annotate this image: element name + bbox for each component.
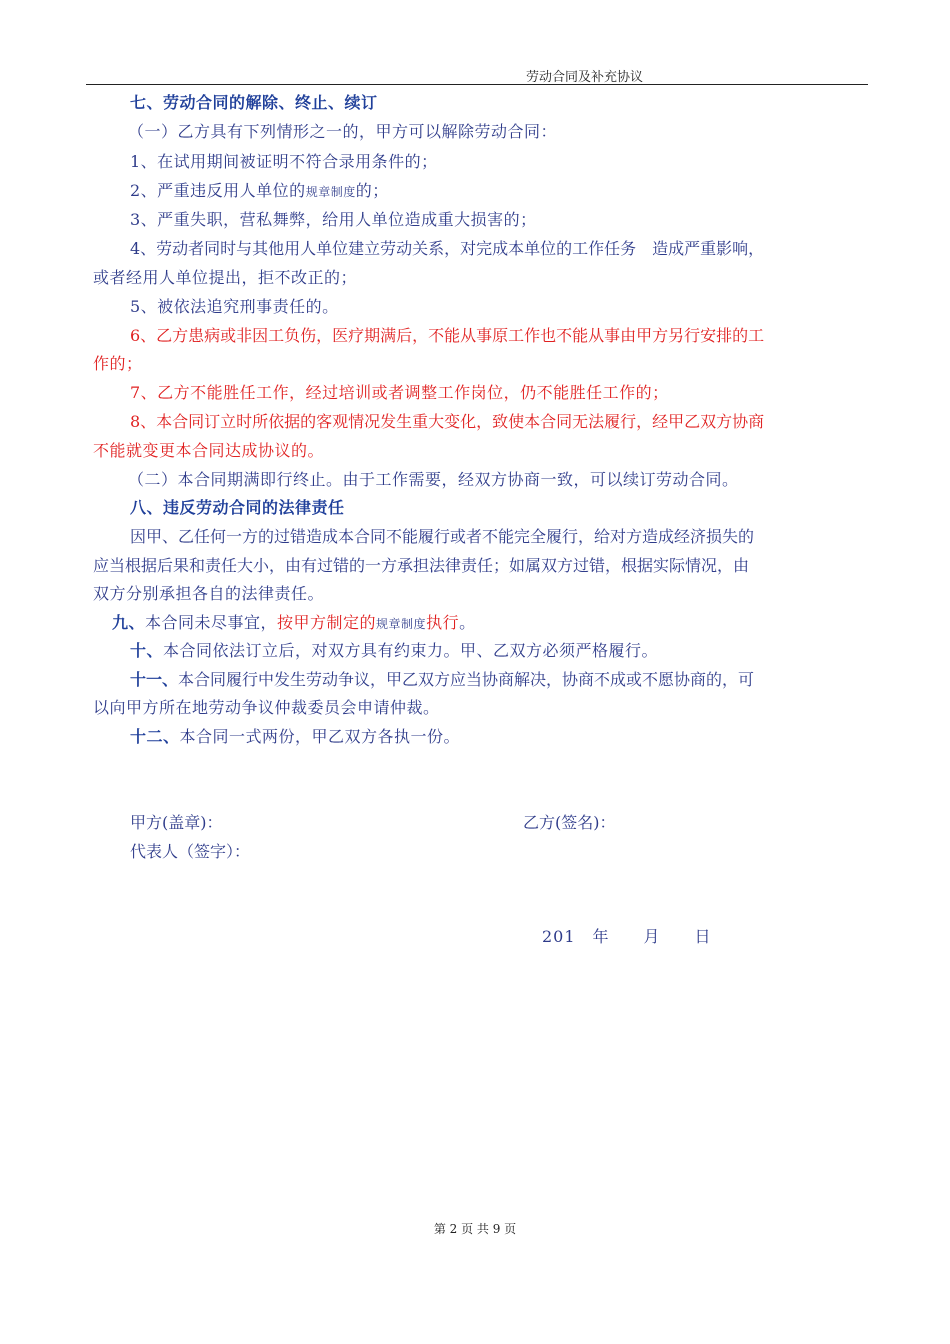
section-7-item-1: 1、在试用期间被证明不符合录用条件的； bbox=[130, 152, 438, 171]
page-header bbox=[86, 66, 868, 85]
representative-sign-label: 代表人（签字）： bbox=[130, 842, 251, 861]
section-7-heading: 七、劳动合同的解除、终止、续订 bbox=[130, 93, 378, 112]
section-8-line-1: 因甲、乙任何一方的过错造成本合同不能履行或者不能完全履行，给对方造成经济损失的 bbox=[130, 527, 755, 546]
section-7-item-6-line-1: 6、乙方患病或非因工负伤，医疗期满后，不能从事原工作也不能从事由甲方另行安排的工 bbox=[130, 326, 765, 345]
section-8-heading: 八、违反劳动合同的法律责任 bbox=[130, 498, 345, 517]
section-7-part-2: （二）本合同期满即行终止。由于工作需要，经双方协商一致，可以续订劳动合同。 bbox=[128, 470, 739, 489]
party-b-sign-label: 乙方(签名)： bbox=[523, 813, 616, 832]
section-7-intro: （一）乙方具有下列情形之一的，甲方可以解除劳动合同： bbox=[128, 122, 558, 141]
section-7-item-3: 3、严重失职，营私舞弊，给用人单位造成重大损害的； bbox=[130, 210, 537, 229]
section-7-item-2: 2、严重违反用人单位的规章制度的； bbox=[130, 181, 389, 200]
header-title: 劳动合同及补充协议 bbox=[526, 70, 644, 85]
section-7-item-4-line-1: 4、劳动者同时与其他用人单位建立劳动关系，对完成本单位的工作任务 造成严重影响， bbox=[130, 239, 765, 258]
signature-date: 201 年 月 日 bbox=[542, 927, 712, 946]
section-10: 十、本合同依法订立后，对双方具有约束力。甲、乙双方必须严格履行。 bbox=[130, 641, 659, 660]
section-8-line-3: 双方分别承担各自的法律责任。 bbox=[93, 584, 325, 603]
section-8-line-2: 应当根据后果和责任大小，由有过错的一方承担法律责任；如属双方过错，根据实际情况，由 bbox=[93, 556, 750, 575]
section-7-item-4-line-2: 或者经用人单位提出，拒不改正的； bbox=[93, 268, 358, 287]
party-a-seal-label: 甲方(盖章)： bbox=[130, 813, 223, 832]
section-7-item-5: 5、被依法追究刑事责任的。 bbox=[130, 297, 339, 316]
section-7-item-8-line-1: 8、本合同订立时所依据的客观情况发生重大变化，致使本合同无法履行，经甲乙双方协商 bbox=[130, 412, 765, 431]
section-7-item-6-line-2: 作的； bbox=[93, 354, 143, 373]
section-12: 十二、本合同一式两份，甲乙双方各执一份。 bbox=[130, 727, 461, 746]
section-7-item-7: 7、乙方不能胜任工作，经过培训或者调整工作岗位，仍不能胜任工作的； bbox=[130, 383, 669, 402]
section-9: 九、本合同未尽事宜，按甲方制定的规章制度执行。 bbox=[112, 613, 476, 632]
page-number: 第 2 页 共 9 页 bbox=[433, 1222, 517, 1236]
section-7-item-8-line-2: 不能就变更本合同达成协议的。 bbox=[93, 441, 325, 460]
section-11-line-2: 以向甲方所在地劳动争议仲裁委员会申请仲裁。 bbox=[93, 698, 440, 717]
section-11-line-1: 十一、本合同履行中发生劳动争议，甲乙双方应当协商解决，协商不成或不愿协商的，可 bbox=[130, 670, 755, 689]
